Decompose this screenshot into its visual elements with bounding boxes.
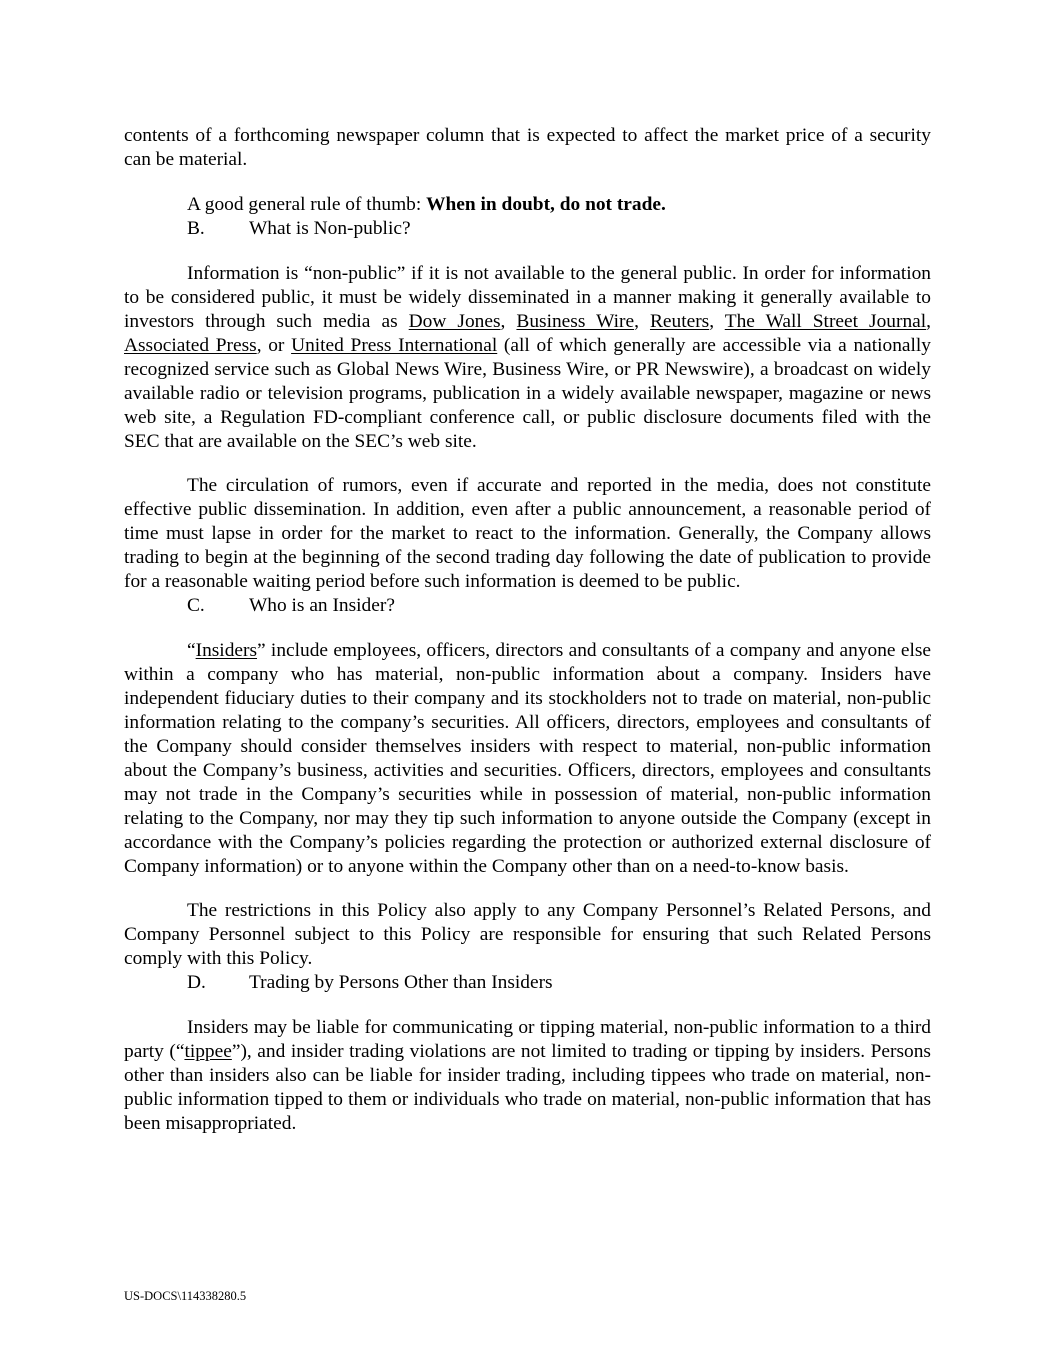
media-dow-jones: Dow Jones xyxy=(408,311,501,332)
section-b-heading xyxy=(124,217,931,241)
term-tippee: tippee xyxy=(184,1041,232,1062)
section-title: Who is an Insider? xyxy=(249,595,395,616)
section-c-paragraph-1: “Insiders” include employees, officers, directors and consultants of a company and anyone else within a company who has material, non-public information about a company. Insiders have independent fiduciary duties to their company and its stockholders not to trade on material, non-public information relating to the company’s securities. All officers, directors, employees and consultants of the Company should consider themselves insiders with respect to material, non-public information about the Company’s business, activities and securities. Officers, directors, employees and consultants may not trade in the Company’s securities while in possession of material, non-public information relating to the Company, nor may they tip such information to anyone outside the Company (except in accordance with the Company’s policies regarding the protection or authorized external disclosure of Company information) or to anyone within the Company other than on a need-to-know basis. xyxy=(124,640,931,877)
section-title: Trading by Persons Other than Insiders xyxy=(249,972,553,993)
section-d-paragraph-1: Insiders may be liable for communicating or tipping material, non-public information to a third party (“tippee”), and insider trading violations are not limited to trading or tipping by insiders. Persons other than insiders also can be liable for insider trading, including tippees who trade on material, non-public information tipped to them or individuals who trade on material, non-public information that has been misappropriated. xyxy=(124,1017,931,1134)
media-associated-press: Associated Press xyxy=(124,335,257,356)
section-d-heading xyxy=(124,971,931,995)
media-reuters: Reuters xyxy=(649,311,710,332)
section-title: What is Non-public? xyxy=(249,218,411,239)
section-c-heading xyxy=(124,594,931,618)
section-letter: B. xyxy=(187,218,205,239)
rule-of-thumb: A good general rule of thumb: When in doubt, do not trade. xyxy=(187,194,666,215)
section-c-paragraph-2: The restrictions in this Policy also apply to any Company Personnel’s Related Persons, and Company Personnel subject to this Policy are responsible for ensuring that such Related Persons comply with this Policy. xyxy=(124,900,931,969)
document-footer-id: US-DOCS\114338280.5 xyxy=(124,1289,247,1303)
section-letter: D. xyxy=(187,972,206,993)
media-united-press-international: United Press International xyxy=(291,335,498,356)
section-b-paragraph-1: Information is “non-public” if it is not available to the general public. In order for information to be considered public, it must be widely disseminated in a manner making it generally available to investors through such media as Dow Jones, Business Wire, Reuters, The Wall Street Journal, Associated Press, or United Press International (all of which generally are accessible via a nationally recognized service such as Global News Wire, Business Wire, or PR Newswire), a broadcast on widely available radio or television programs, publication in a widely available newspaper, magazine or news web site, a Regulation FD-compliant conference call, or public disclosure documents filed with the SEC that are available on the SEC’s web site. xyxy=(124,263,931,452)
term-insiders: Insiders xyxy=(195,640,258,661)
section-b-paragraph-2: The circulation of rumors, even if accurate and reported in the media, does not constitute effective public dissemination. In addition, even after a public announcement, a reasonable period of time must lapse in order for the market to react to the information. Generally, the Company allows trading to begin at the beginning of the second trading day following the date of publication to provide for a reasonable waiting period before such information is deemed to be public. xyxy=(124,475,931,592)
document-page xyxy=(124,124,931,1136)
media-wall-street-journal: The Wall Street Journal xyxy=(724,311,927,332)
paragraph-continuation: contents of a forthcoming newspaper column that is expected to affect the market price of a security can be material. xyxy=(124,125,931,170)
media-business-wire: Business Wire xyxy=(516,311,635,332)
rule-of-thumb-bold: When in doubt, do not trade. xyxy=(426,194,666,215)
section-letter: C. xyxy=(187,595,205,616)
